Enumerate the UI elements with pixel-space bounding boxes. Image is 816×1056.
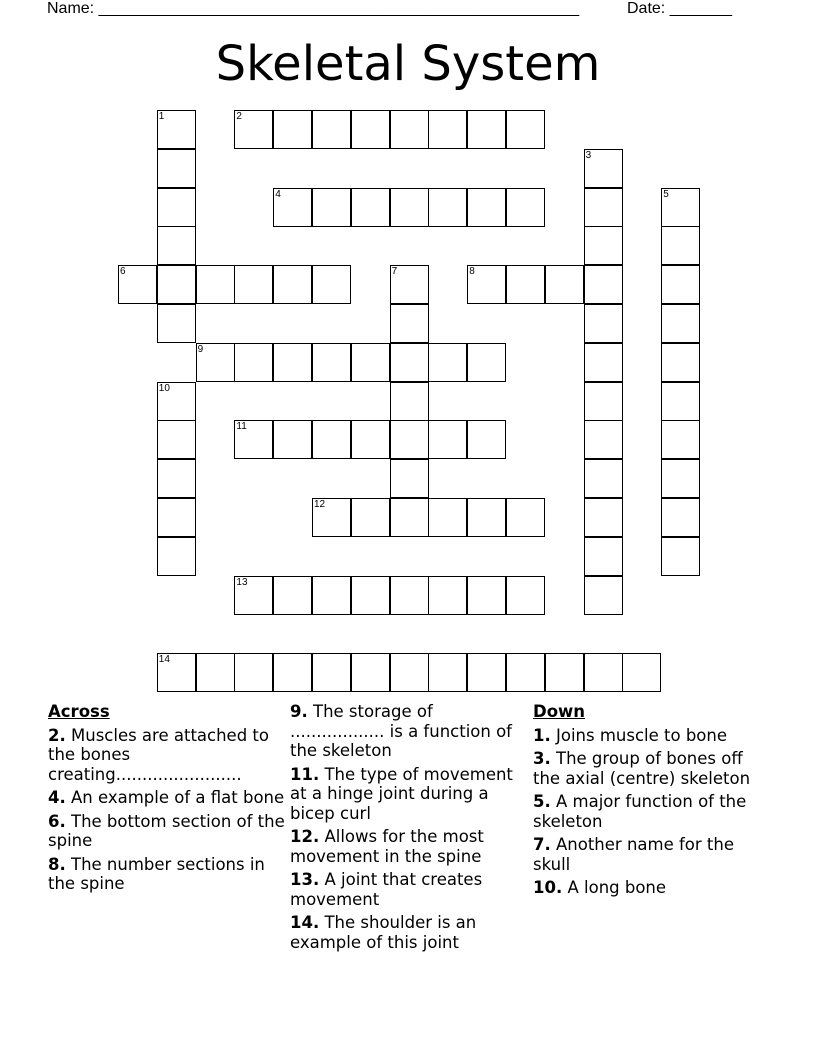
grid-cell[interactable] (351, 188, 390, 227)
grid-cell[interactable] (428, 498, 467, 537)
clue-number: 6. (48, 811, 66, 831)
grid-cell[interactable] (661, 226, 700, 265)
grid-cell[interactable] (584, 343, 623, 382)
clue-number: 10. (533, 878, 563, 897)
clue-text: A joint that creates movement (290, 870, 483, 909)
grid-cell[interactable] (661, 537, 700, 576)
grid-cell[interactable] (273, 343, 312, 382)
clue-number-label: 4 (275, 188, 281, 200)
grid-cell[interactable] (390, 265, 429, 304)
grid-cell[interactable] (273, 653, 312, 692)
grid-cell[interactable] (157, 537, 196, 576)
clue-across-12 (290, 827, 528, 866)
clue-across-14 (290, 913, 528, 952)
grid-cell[interactable] (273, 265, 312, 304)
grid-cell[interactable] (312, 420, 351, 459)
grid-cell[interactable] (506, 110, 545, 149)
grid-cell[interactable] (390, 110, 429, 149)
grid-cell[interactable] (584, 149, 623, 188)
clue-number: 4. (48, 788, 66, 807)
grid-cell[interactable] (584, 537, 623, 576)
grid-cell[interactable] (273, 576, 312, 615)
grid-cell[interactable] (467, 498, 506, 537)
grid-cell[interactable] (584, 498, 623, 537)
grid-cell[interactable] (234, 420, 273, 459)
clue-across-13 (290, 870, 528, 909)
clue-across-4 (48, 788, 286, 808)
clue-down-10 (533, 878, 763, 898)
clue-down-7 (533, 835, 763, 874)
clue-number: 13. (290, 870, 320, 889)
clue-down-5 (533, 792, 763, 831)
clue-text: A long bone (562, 878, 667, 897)
grid-cell[interactable] (157, 226, 196, 265)
grid-cell[interactable] (196, 265, 235, 304)
grid-cell[interactable] (351, 110, 390, 149)
grid-cell[interactable] (157, 498, 196, 537)
clue-text: Joins muscle to bone (550, 725, 728, 745)
clue-number: 14. (290, 913, 320, 932)
grid-cell[interactable] (234, 265, 273, 304)
grid-cell[interactable] (157, 382, 196, 421)
clue-number-label: 13 (236, 576, 248, 588)
grid-cell[interactable] (351, 420, 390, 459)
grid-cell[interactable] (467, 188, 506, 227)
grid-cell[interactable] (545, 653, 584, 692)
grid-cell[interactable] (390, 498, 429, 537)
clue-number-label: 7 (391, 266, 398, 278)
grid-cell[interactable] (428, 653, 467, 692)
grid-cell[interactable] (390, 343, 429, 382)
grid-cell[interactable] (157, 110, 196, 149)
grid-cell[interactable] (661, 459, 700, 498)
name-label: Name: (47, 0, 95, 17)
grid-cell[interactable] (312, 653, 351, 692)
grid-cell[interactable] (584, 576, 623, 615)
clue-number-label: 14 (158, 654, 170, 666)
clue-across-8 (48, 855, 286, 894)
down-clues-column (533, 702, 763, 902)
grid-cell[interactable] (390, 576, 429, 615)
grid-cell[interactable] (312, 110, 351, 149)
grid-cell[interactable] (584, 188, 623, 227)
grid-cell[interactable] (390, 420, 429, 459)
clue-text: A major function of the skeleton (533, 792, 747, 831)
grid-cell[interactable] (584, 265, 623, 304)
grid-cell[interactable] (196, 343, 235, 382)
clue-down-1 (533, 726, 763, 746)
grid-cell[interactable] (312, 498, 351, 537)
grid-cell[interactable] (390, 304, 429, 343)
grid-cell[interactable] (584, 226, 623, 265)
clue-number-label: 8 (469, 266, 475, 278)
grid-cell[interactable] (157, 188, 196, 227)
across-clues-column (48, 702, 286, 898)
clue-across-6 (48, 812, 286, 851)
grid-cell[interactable] (584, 420, 623, 459)
clue-number-label: 10 (158, 382, 170, 394)
grid-cell[interactable] (312, 188, 351, 227)
clue-down-3 (533, 749, 763, 788)
grid-cell[interactable] (312, 576, 351, 615)
grid-cell[interactable] (661, 343, 700, 382)
grid-cell[interactable] (118, 265, 157, 304)
grid-cell[interactable] (584, 382, 623, 421)
clue-number-label: 1 (158, 111, 165, 122)
clue-number: 5. (533, 792, 551, 811)
grid-cell[interactable] (234, 110, 273, 149)
clue-text: Another name for the skull (533, 835, 734, 874)
grid-cell[interactable] (467, 110, 506, 149)
clue-number-label: 11 (236, 421, 247, 433)
grid-cell[interactable] (622, 653, 661, 692)
grid-cell[interactable] (506, 576, 545, 615)
grid-cell[interactable] (196, 653, 235, 692)
grid-cell[interactable] (467, 265, 506, 304)
grid-cell[interactable] (157, 149, 196, 188)
clue-number: 1. (533, 725, 551, 745)
clue-text: The group of bones off the axial (centre) skeleton (533, 749, 751, 788)
grid-cell[interactable] (157, 304, 196, 343)
grid-cell[interactable] (157, 265, 196, 304)
clue-text: The bottom section of the spine (48, 811, 285, 850)
grid-cell[interactable] (467, 420, 506, 459)
clue-across-9 (290, 702, 528, 761)
grid-cell[interactable] (584, 459, 623, 498)
grid-cell[interactable] (428, 110, 467, 149)
clue-text: The storage of .................. is a function of the skeleton (290, 702, 512, 760)
grid-cell[interactable] (661, 420, 700, 459)
grid-cell[interactable] (234, 576, 273, 615)
grid-cell[interactable] (661, 304, 700, 343)
grid-cell[interactable] (157, 459, 196, 498)
grid-cell[interactable] (390, 459, 429, 498)
clue-number: 2. (48, 725, 66, 745)
grid-cell[interactable] (661, 382, 700, 421)
date-label: Date: (627, 0, 666, 17)
name-line[interactable]: ______________________________________________________ (98, 0, 580, 17)
clue-across-11 (290, 765, 528, 824)
grid-cell[interactable] (661, 188, 700, 227)
clue-number-label: 2 (236, 111, 242, 122)
down-heading: Down (533, 702, 586, 721)
grid-cell[interactable] (273, 110, 312, 149)
grid-cell[interactable] (157, 420, 196, 459)
clue-number-label: 3 (585, 149, 592, 161)
clue-number-label: 12 (314, 499, 326, 510)
grid-cell[interactable] (390, 653, 429, 692)
grid-cell[interactable] (467, 343, 506, 382)
clue-text: The shoulder is an example of this joint (290, 913, 477, 952)
grid-cell[interactable] (234, 343, 273, 382)
clue-number: 11. (290, 764, 320, 784)
across-clues-continued (290, 702, 528, 956)
grid-cell[interactable] (390, 382, 429, 421)
clue-number: 9. (290, 702, 308, 721)
grid-cell[interactable] (428, 576, 467, 615)
grid-cell[interactable] (467, 576, 506, 615)
grid-cell[interactable] (428, 188, 467, 227)
across-heading: Across (48, 702, 110, 721)
grid-cell[interactable] (351, 653, 390, 692)
grid-cell[interactable] (312, 265, 351, 304)
clue-text: An example of a flat bone (65, 788, 285, 807)
clue-across-2 (48, 726, 286, 785)
grid-cell[interactable] (467, 653, 506, 692)
grid-cell[interactable] (584, 304, 623, 343)
grid-cell[interactable] (661, 498, 700, 537)
grid-cell[interactable] (234, 653, 273, 692)
grid-cell[interactable] (428, 420, 467, 459)
grid-cell[interactable] (506, 653, 545, 692)
page-title: Skeletal System (215, 36, 601, 92)
grid-cell[interactable] (545, 265, 584, 304)
date-line[interactable]: _______ (669, 0, 732, 17)
grid-cell[interactable] (351, 343, 390, 382)
clue-text: The number sections in the spine (48, 854, 265, 893)
grid-cell[interactable] (506, 498, 545, 537)
grid-cell[interactable] (351, 498, 390, 537)
clue-number: 7. (533, 835, 551, 854)
clue-number: 8. (48, 854, 66, 874)
grid-cell[interactable] (273, 188, 312, 227)
grid-cell[interactable] (273, 420, 312, 459)
clue-number-label: 9 (197, 343, 204, 355)
clue-text: Muscles are attached to the bones creating........................ (48, 725, 269, 784)
grid-cell[interactable] (506, 188, 545, 227)
grid-cell[interactable] (351, 576, 390, 615)
clue-number-label: 6 (120, 266, 126, 278)
clue-number: 12. (290, 827, 320, 846)
grid-cell[interactable] (584, 653, 623, 692)
clue-text: Allows for the most movement in the spine (290, 827, 484, 866)
grid-cell[interactable] (157, 653, 196, 692)
grid-cell[interactable] (661, 265, 700, 304)
clue-number-label: 5 (663, 188, 669, 200)
clue-number: 3. (533, 749, 551, 768)
grid-cell[interactable] (312, 343, 351, 382)
clue-text: The type of movement at a hinge joint during a bicep curl (290, 764, 513, 823)
grid-cell[interactable] (428, 343, 467, 382)
grid-cell[interactable] (506, 265, 545, 304)
grid-cell[interactable] (390, 188, 429, 227)
